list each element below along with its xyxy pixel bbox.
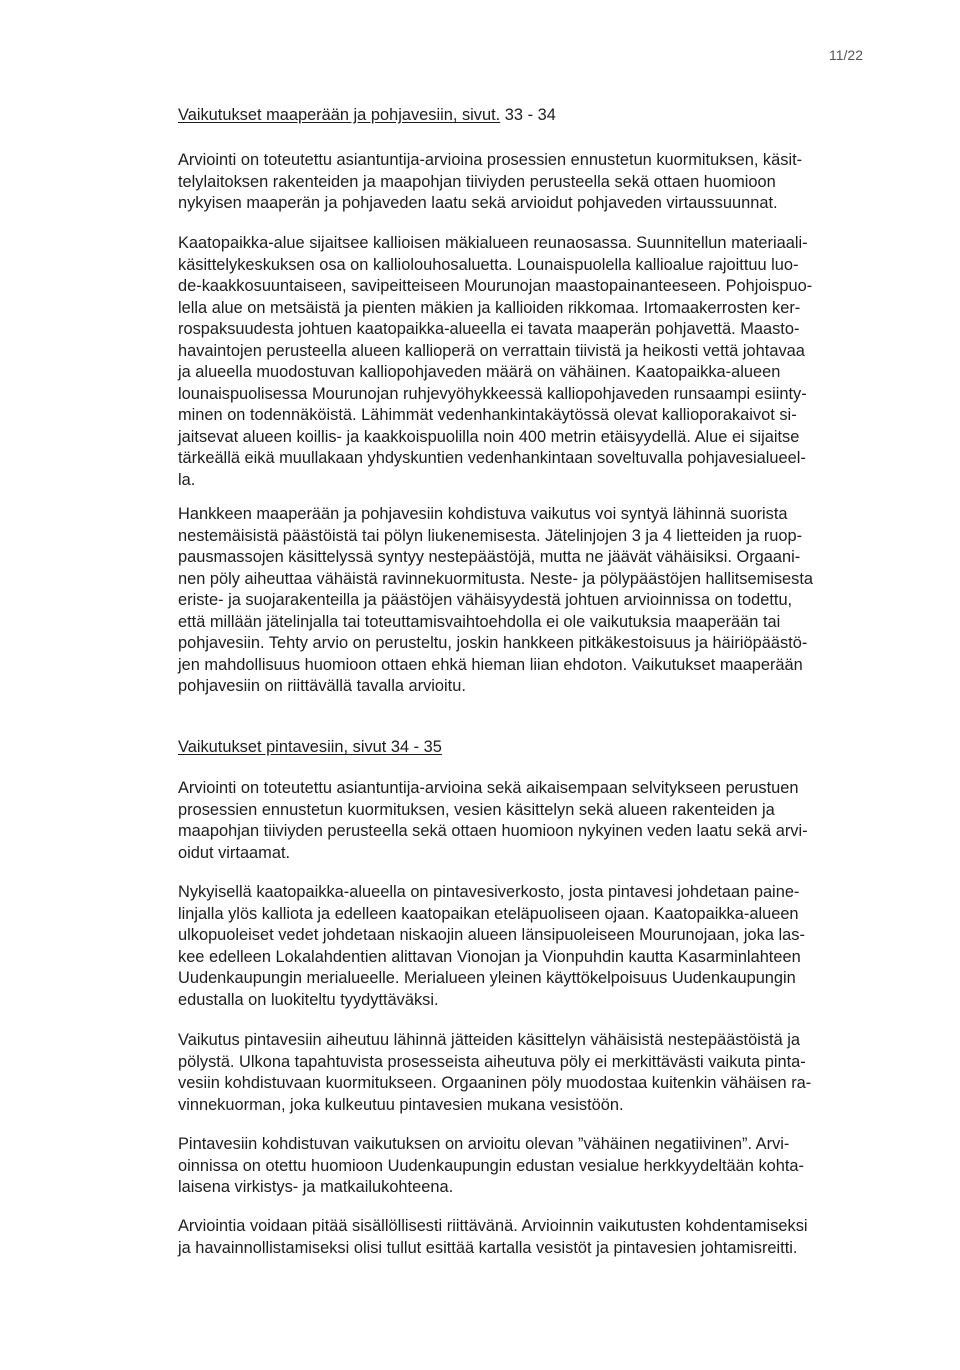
paragraph: Arviointia voidaan pitää sisällöllisesti riittävänä. Arvioinnin vaikutusten kohdentamiseksi ja havainnollistamiseksi olisi tullut esittää kartalla vesistöt ja pintavesien johtamisreitti.: [178, 1217, 808, 1257]
paragraph: Pintavesiin kohdistuvan vaikutuksen on arvioitu olevan ”vähäinen negatiivinen”. Arvi- oinnissa on otettu huomioon Uudenkaupungin edustan vesialue herkkyydeltään kohta- laisena virkistys- ja matkailukohteena.: [178, 1135, 805, 1196]
page-number: 11/22: [829, 47, 863, 63]
section-heading: [178, 104, 890, 126]
heading-pages: 33 - 34: [500, 106, 556, 124]
paragraph: Hankkeen maaperään ja pohjavesiin kohdistuva vaikutus voi syntyä lähinnä suorista nestemäisistä päästöistä tai pölyn liukenemisesta. Jätelinjojen 3 ja 4 lietteiden ja ruop- pausmassojen käsittelyssä syntyy nestepäästöjä, mutta ne jäävät vähäisiksi. Orgaani- nen pöly aiheuttaa vähäistä ravinnekuormitusta. Neste- ja pölypäästöjen hallitsemisesta eriste- ja suojarakenteilla ja päästöjen vähäisyydestä johtuen arvioinnissa on todettu, että millään jätelinjalla tai toteuttamisvaihtoehdolla ei ole vaikutuksia maaperään tai pohjavesiin. Tehty arvio on perusteltu, joskin hankkeen pitkäkestoisuus ja häiriöpäästö- jen mahdollisuus huomioon ottaen ehkä hieman liian ehdoton. Vaikutukset maaperään pohjavesiin on riittävällä tavalla arvioitu.: [178, 505, 814, 695]
section-soil-groundwater: [178, 104, 890, 126]
paragraph: Arviointi on toteutettu asiantuntija-arvioina sekä aikaisempaan selvitykseen perustuen prosessien ennustetun kuormituksen, vesien käsittelyn sekä alueen rakenteiden ja maapohjan tiiviyden perusteella sekä ottaen huomioon nykyinen veden laatu sekä arvi- oidut virtaamat.: [178, 779, 808, 862]
paragraph: Arviointi on toteutettu asiantuntija-arvioina prosessien ennustetun kuormituksen, käsit- telylaitoksen rakenteiden ja maapohjan tiiviyden perusteella sekä ottaen huomioon nykyisen maaperän ja pohjaveden laatu sekä arvioidut pohjaveden virtaussuunnat.: [178, 151, 803, 212]
paragraph: Vaikutus pintavesiin aiheutuu lähinnä jätteiden käsittelyn vähäisistä nestepäästöistä ja pölystä. Ulkona tapahtuvista prosesseista aiheutuva pöly ei merkittävästi vaikuta pinta- vesiin kohdistuvaan kuormitukseen. Orgaaninen pöly muodostaa kuitenkin vähäisen ra- vinnekuorman, joka kulkeutuu pintavesien mukana vesistöön.: [178, 1031, 812, 1114]
paragraph: Nykyisellä kaatopaikka-alueella on pintavesiverkosto, josta pintavesi johdetaan paine- linjalla ylös kalliota ja edelleen kaatopaikan eteläpuoliseen ojaan. Kaatopaikka-alueen ulkopuoleiset vedet johdetaan niskaojin alueen länsipuoleiseen Mourunojaan, joka las- kee edelleen Lokalahdentien alittavan Vionojan ja Vionpuhdin kautta Kasarminlahteen Uudenkaupungin merialueelle. Merialueen yleinen käyttökelpoisuus Uudenkaupungin edustalla on luokiteltu tyydyttäväksi.: [178, 883, 805, 1009]
section-heading: [178, 736, 890, 758]
section-surface-water: [178, 736, 890, 758]
heading-underlined: Vaikutukset pintavesiin, sivut 34 - 35: [178, 738, 442, 756]
heading-underlined: Vaikutukset maaperään ja pohjavesiin, sivut.: [178, 106, 501, 124]
paragraph: Kaatopaikka-alue sijaitsee kallioisen mäkialueen reunaosassa. Suunnitellun materiaali- käsittelykeskuksen osa on kalliolouhosaluetta. Lounaispuolella kallioalue rajoittuu luo- de-kaakkosuuntaiseen, savipeitteiseen Mourunojan maastopainanteeseen. Pohjoispuo- lella alue on metsäistä ja pienten mäkien ja kallioiden rikkomaa. Irtomaakerrosten ker- rospaksuudesta johtuen kaatopaikka-alueella ei tavata maaperän pohjavettä. Maasto- havaintojen perusteella alueen kallioperä on verrattain tiivistä ja heikosti vettä johtavaa ja alueella muodostuvan kalliopohjaveden määrä on vähäinen. Kaatopaikka-alueen lounaispuolisessa Mourunojan ruhjevyöhykkeessä kalliopohjaveden runsaampi esiinty- minen on todennäköistä. Lähimmät vedenhankintakäytössä olevat kallioporakaivot si- jaitsevat alueen koillis- ja kaakkoispuolilla noin 400 metrin etäisyydellä. Alue ei sijaitse tärkeällä eikä muullakaan yhdyskuntien vedenhankintaan soveltuvalla pohjavesialueel- la.: [178, 234, 813, 489]
